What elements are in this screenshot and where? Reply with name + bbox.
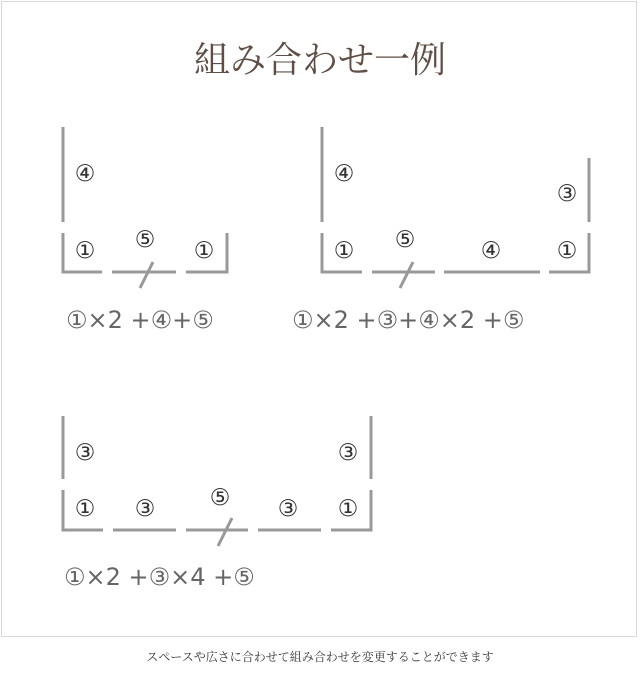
layout-2-ottoman-mark (400, 262, 413, 288)
layout-3-label-bottom-1: ③ (134, 496, 156, 522)
layout-3-ottoman-mark (218, 518, 232, 546)
layout-1-ottoman-mark (140, 262, 153, 288)
layout-2-label-left-corner: ① (333, 238, 355, 264)
layout-1-formula: ①×2 +④+⑤ (66, 306, 214, 334)
layout-3-label-ottoman: ⑤ (209, 485, 231, 511)
layout-3 (63, 416, 371, 546)
layout-2-label-left-upper: ④ (333, 161, 355, 187)
layout-2-label-right-upper: ③ (556, 181, 578, 207)
layout-3-label-left-corner: ① (74, 496, 96, 522)
layout-2-formula: ①×2 +③+④×2 +⑤ (292, 306, 525, 334)
layout-3-formula: ①×2 +③×4 +⑤ (64, 563, 255, 591)
layout-2 (322, 127, 589, 288)
layout-2-label-ottoman: ⑤ (394, 227, 416, 253)
layout-1-label-ottoman: ⑤ (134, 227, 156, 253)
page-title: 組み合わせ一例 (193, 40, 447, 81)
layout-3-label-right-upper: ③ (337, 440, 359, 466)
layout-3-label-bottom-3: ③ (277, 496, 299, 522)
layout-1-label-right-corner: ① (193, 238, 215, 264)
caption: スペースや広さに合わせて組み合わせを変更することができます (146, 650, 494, 664)
layout-3-label-left-upper: ③ (74, 440, 96, 466)
layout-2-label-bottom-middle: ④ (480, 238, 502, 264)
layout-2-label-right-corner: ① (556, 238, 578, 264)
layout-3-label-right-corner: ① (337, 496, 359, 522)
layout-1-label-left-corner: ① (74, 238, 96, 264)
layout-1-label-left-upper: ④ (74, 161, 96, 187)
